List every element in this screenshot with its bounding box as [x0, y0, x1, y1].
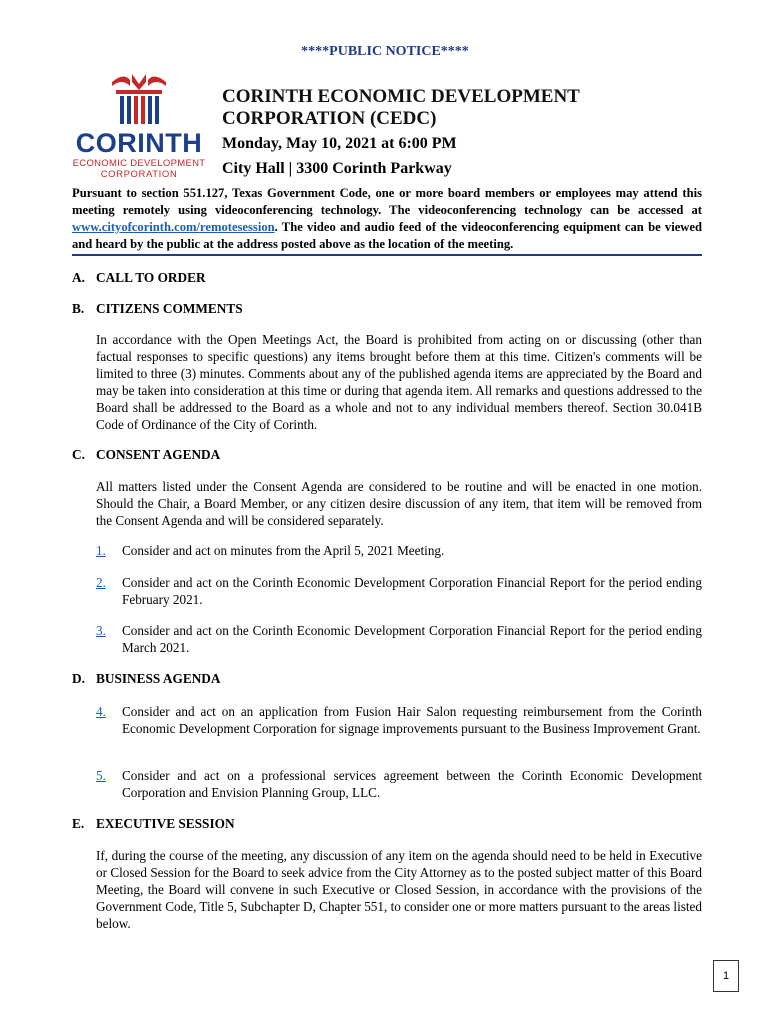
meeting-date: Monday, May 10, 2021 at 6:00 PM	[222, 135, 457, 152]
agenda-item-2	[96, 574, 702, 608]
agenda-item-1	[96, 542, 702, 559]
section-label: C.	[72, 447, 85, 462]
section-title: BUSINESS AGENDA	[96, 671, 221, 686]
section-a-heading	[72, 270, 206, 286]
agenda-item-5	[96, 767, 702, 801]
section-label: B.	[72, 301, 85, 316]
agenda-item-number-link[interactable]: 1.	[96, 543, 106, 558]
section-d-heading	[72, 671, 221, 687]
title-line-2: CORPORATION (CEDC)	[222, 108, 437, 129]
agenda-item-3	[96, 622, 702, 656]
agenda-item-number-link[interactable]: 4.	[96, 704, 106, 719]
executive-session-body: If, during the course of the meeting, any discussion of any item on the agenda should need to be held in Executive or Closed Session for the Board to seek advice from the City Attorney as to the posted subject matter of this Board Meeting, the Board will convene in such Executive or Closed Session, in accordance with the provisions of the Government Code, Title 5, Subchapter D, Chapter 551, to consider one or more matters pursuant to the areas listed below.	[96, 848, 702, 931]
corinth-column-emblem-icon	[66, 72, 212, 128]
corinth-logo	[66, 72, 212, 180]
page-number: 1	[713, 960, 739, 992]
meeting-location: City Hall | 3300 Corinth Parkway	[222, 160, 452, 177]
logo-subtitle-line2: CORPORATION	[100, 169, 178, 180]
agenda-item-text: Consider and act on minutes from the April 5, 2021 Meeting.	[122, 543, 445, 558]
document-title	[222, 86, 580, 130]
consent-agenda-body: All matters listed under the Consent Agenda are considered to be routine and will be enacted in one motion. Should the Chair, a Board Member, or any citizen desire discussion of any item, that item will be removed from the Consent Agenda and will be considered separately.	[96, 479, 702, 528]
logo-subtitle-line1: ECONOMIC DEVELOPMENT	[72, 158, 206, 169]
section-title: CONSENT AGENDA	[96, 447, 221, 462]
section-b-heading	[72, 301, 243, 317]
logo-wordmark: CORINTH	[75, 128, 203, 158]
agenda-item-text: Consider and act on the Corinth Economic Development Corporation Financial Report for the period ending March 2021.	[122, 623, 702, 655]
agenda-item-number-link[interactable]: 2.	[96, 575, 106, 590]
section-title: CALL TO ORDER	[96, 270, 206, 285]
remote-attendance-notice	[72, 185, 702, 256]
section-title: CITIZENS COMMENTS	[96, 301, 243, 316]
agenda-item-number-link[interactable]: 5.	[96, 768, 106, 783]
section-label: E.	[72, 816, 85, 831]
section-label: A.	[72, 270, 85, 285]
section-title: EXECUTIVE SESSION	[96, 816, 235, 831]
citizens-comments-body: In accordance with the Open Meetings Act, the Board is prohibited from acting on or discussing (other than factual responses to specific questions) any items brought before them at this time. Citizen's comments will be limited to three (3) minutes. Comments about any of the published agenda items are appreciated by the Board and may be taken into consideration at this time or during that agenda item. All remarks and questions addressed to the Board shall be addressed to the Board as a whole and not to any individual members thereof. Section 30.041B Code of Ordinance of the City of Corinth.	[96, 332, 702, 432]
section-c-heading	[72, 447, 220, 463]
remote-session-link[interactable]: www.cityofcorinth.com/remotesession	[72, 220, 275, 234]
agenda-item-text: Consider and act on a professional services agreement between the Corinth Economic Development Corporation and Envision Planning Group, LLC.	[122, 768, 702, 800]
section-label: D.	[72, 671, 85, 686]
intro-text-after: . The video and audio feed of the videoconferencing equipment can be viewed and heard by the public at the address posted above as the location of the meeting.	[72, 220, 702, 251]
agenda-item-text: Consider and act on the Corinth Economic Development Corporation Financial Report for the period ending February 2021.	[122, 575, 702, 607]
public-notice-heading: ****PUBLIC NOTICE****	[301, 44, 469, 59]
agenda-item-number-link[interactable]: 3.	[96, 623, 106, 638]
intro-text-before: Pursuant to section 551.127, Texas Government Code, one or more board members or employees may attend this meeting remotely using videoconferencing technology. The videoconferencing technology can be accessed at	[72, 186, 702, 217]
agenda-item-text: Consider and act on an application from Fusion Hair Salon requesting reimbursement from the Corinth Economic Development Corporation for signage improvements pursuant to the Business Improvement Grant.	[122, 704, 702, 736]
title-line-1: CORINTH ECONOMIC DEVELOPMENT	[222, 86, 580, 107]
agenda-item-4	[96, 703, 702, 737]
section-e-heading	[72, 816, 235, 832]
